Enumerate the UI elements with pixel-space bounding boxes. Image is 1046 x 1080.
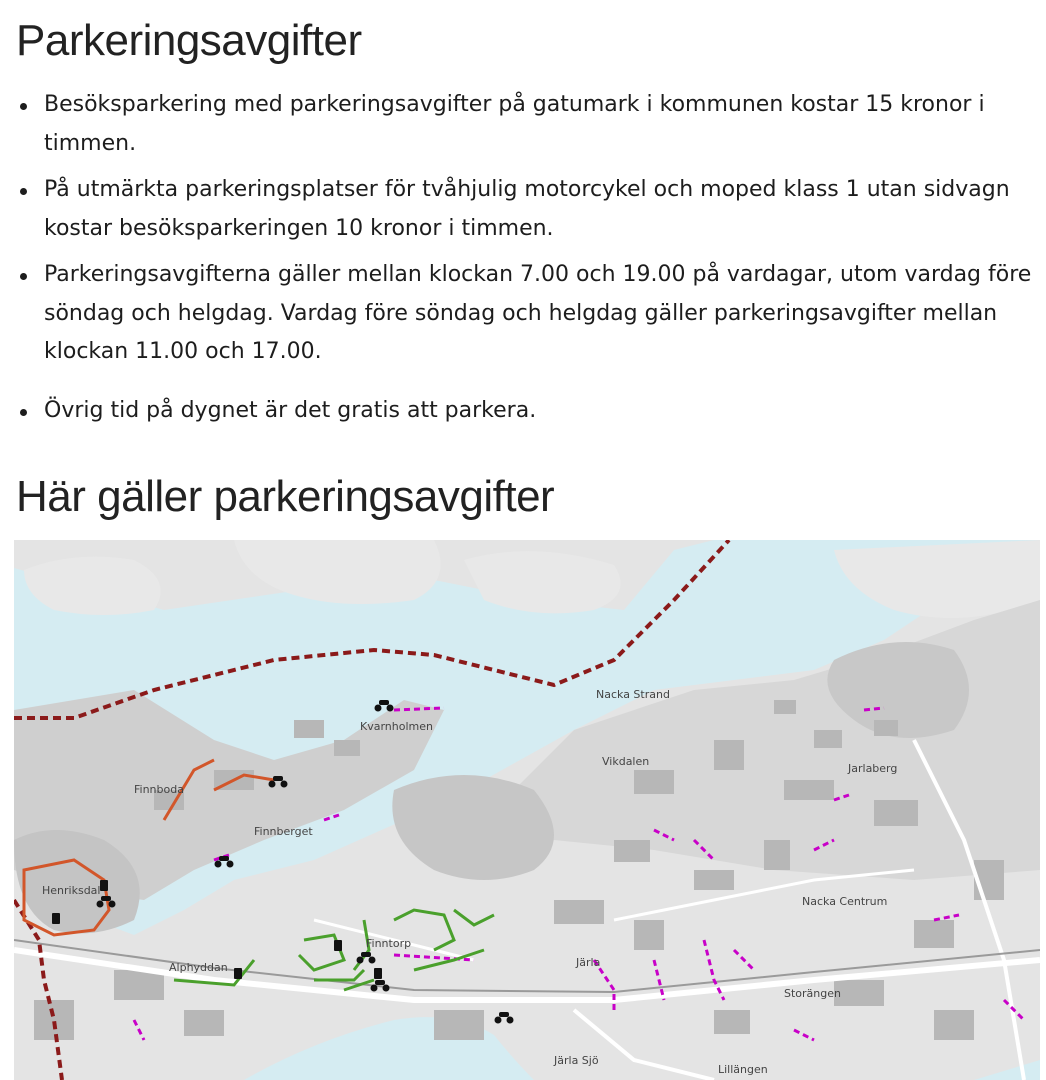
place-label: Nacka Strand [596,688,670,701]
place-label: Finntorp [366,937,412,950]
place-label: Finnberget [254,825,313,838]
place-label: Kvarnholmen [360,720,433,733]
place-label: Finnboda [134,783,184,796]
list-item: Övrig tid på dygnet är det gratis att parkera. [44,392,1042,431]
place-label: Nacka Centrum [802,895,888,908]
map-heading: Här gäller parkeringsavgifter [16,472,555,521]
list-item: På utmärkta parkeringsplatser för tvåhjulig motorcykel och moped klass 1 utan sidvagn kostar besöksparkeringen 10 kronor i timmen. [44,171,1042,248]
place-label: Storängen [784,987,841,1000]
place-label: Alphyddan [169,961,228,974]
parking-map[interactable] [14,540,1040,1080]
page-title: Parkeringsavgifter [16,16,362,65]
place-label: Järla [576,956,601,969]
list-item: Parkeringsavgifterna gäller mellan klockan 7.00 och 19.00 på vardagar, utom vardag före söndag och helgdag. Vardag före söndag och helgdag gäller parkeringsavgifter mellan klockan 11.00 och 17.00. [44,256,1042,372]
place-label: Henriksdal [42,884,101,897]
place-label: Järla Sjö [554,1054,599,1067]
fee-list [44,86,1042,438]
place-label: Lillängen [718,1063,768,1076]
place-label: Vikdalen [602,755,650,768]
list-item: Besöksparkering med parkeringsavgifter på gatumark i kommunen kostar 15 kronor i timmen. [44,86,1042,163]
place-label: Jarlaberg [848,762,898,775]
